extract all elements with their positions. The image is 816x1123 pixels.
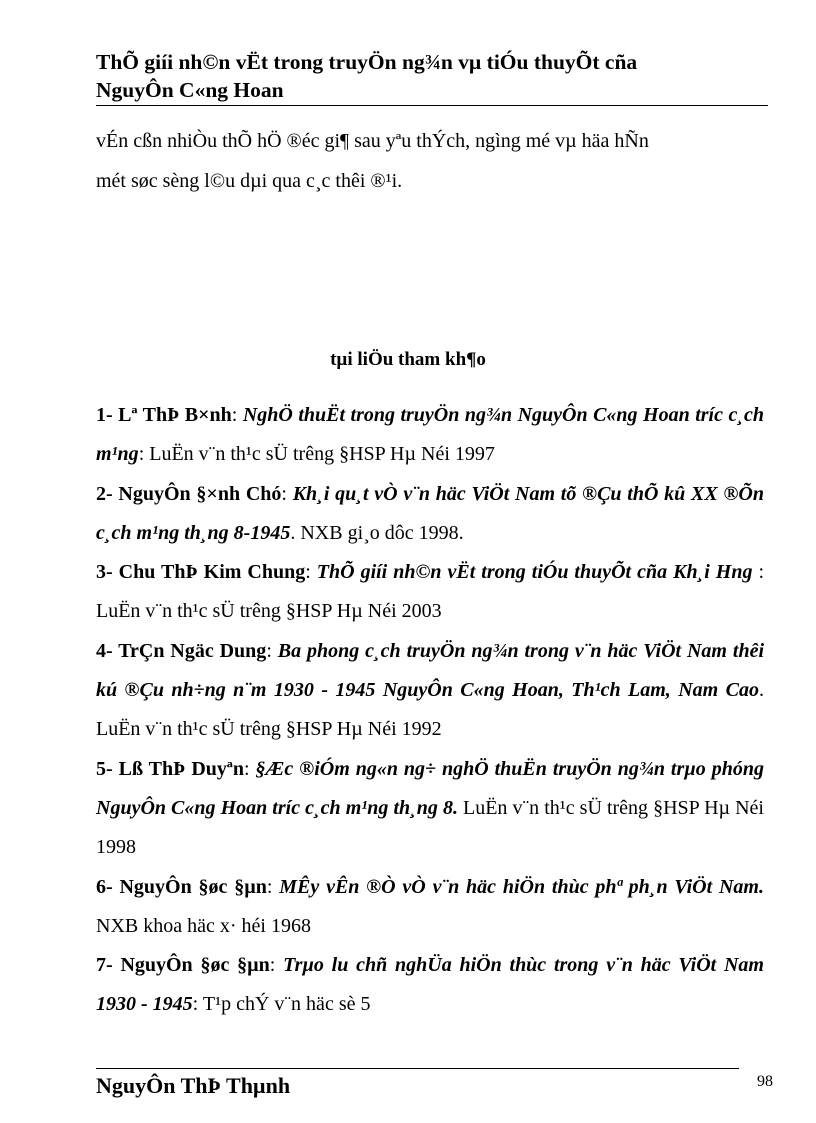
references-heading: tµi liÖu tham kh¶o: [330, 349, 486, 370]
reference-item-7: [96, 946, 764, 1025]
reference-title: NghÖ thuËt trong truyÖn ng¾n NguyÔn C«ng Hoan tríc c¸ch m¹ng: [96, 404, 764, 466]
reference-title: Ba phong c¸ch truyÖn ng¾n trong v¨n häc ViÖt Nam thêi kú ®Çu nh÷ng n¨m 1930 - 1945 NguyÔn C«ng Hoan, Th¹ch Lam, Nam Cao: [96, 639, 764, 702]
reference-item-1: [96, 396, 764, 475]
header-divider: [96, 105, 768, 106]
reference-item-4: [96, 632, 764, 750]
page-header: [96, 48, 766, 104]
reference-separator: :: [231, 404, 243, 426]
reference-number: 6-: [96, 875, 120, 898]
header-title-line-1: ThÕ giíi nh©n vËt trong truyÖn ng¾n vµ tiÓu thuyÕt cña: [96, 50, 638, 74]
reference-title: MÊy vÊn ®Ò vÒ v¨n häc hiÖn thùc phª ph¸n ViÖt Nam.: [279, 875, 764, 898]
reference-details: : T¹p chÝ v¨n häc sè 5: [192, 993, 371, 1016]
footer-author: NguyÔn ThÞ Thµnh: [96, 1073, 291, 1098]
reference-separator: :: [305, 561, 317, 584]
reference-author: Chu ThÞ Kim Chung: [118, 561, 306, 584]
reference-details: : LuËn v¨n th¹c sÜ trêng §HSP Hµ Néi 2003: [96, 561, 765, 623]
reference-number: 4-: [96, 639, 119, 662]
reference-title: Kh¸i qu¸t vÒ v¨n häc ViÖt Nam tõ ®Çu thÕ kû XX ®Õn c¸ch m¹ng th¸ng 8-1945: [96, 482, 764, 544]
reference-separator: :: [269, 954, 284, 977]
reference-separator: :: [244, 757, 256, 780]
body-paragraph: [96, 122, 764, 201]
reference-author: NguyÔn §øc §µn: [119, 875, 267, 898]
reference-number: 3-: [96, 561, 119, 584]
reference-number: 5-: [96, 757, 119, 780]
reference-title: §Æc ®iÓm ng«n ng÷ nghÖ thuËn truyÖn ng¾n trµo phóng NguyÔn C«ng Hoan tríc c¸ch m¹ng th¸ng 8.: [96, 757, 764, 819]
reference-number: 2-: [96, 482, 119, 505]
reference-title: Trµo lu chñ nghÜa hiÖn thùc trong v¨n häc ViÖt Nam 1930 - 1945: [96, 954, 764, 1016]
reference-details: : LuËn v¨n th¹c sÜ trêng §HSP Hµ Néi 1997: [138, 443, 495, 466]
reference-number: 1-: [96, 404, 119, 426]
reference-author: NguyÔn §øc §µn: [120, 954, 270, 977]
reference-details: . LuËn v¨n th¹c sÜ trêng §HSP Hµ Néi 1992: [96, 679, 764, 741]
reference-details: LuËn v¨n th¹c sÜ trêng §HSP Hµ Néi 1998: [96, 796, 764, 859]
reference-item-3: [96, 553, 764, 632]
reference-item-6: [96, 868, 764, 947]
reference-title: ThÕ giíi nh©n vËt trong tiÓu thuyÕt cña Kh¸i Hng: [316, 561, 753, 584]
reference-author: Lª ThÞ B×nh: [118, 404, 232, 426]
reference-number: 7-: [96, 954, 121, 977]
reference-details: . NXB gi¸o dôc 1998.: [290, 521, 464, 544]
body-line-2: mét søc sèng l©u dµi qua c¸c thêi ®¹i.: [96, 169, 403, 192]
reference-author: TrÇn Ngäc Dung: [118, 639, 267, 662]
reference-author: Lß ThÞ Duyªn: [118, 757, 245, 780]
body-line-1: vÉn cßn nhiÒu thÕ hÖ ®éc gi¶ sau yªu thÝch, ngìng mé vµ häa hÑn: [96, 130, 649, 152]
reference-separator: :: [266, 639, 278, 662]
reference-author: NguyÔn §×nh Chó: [118, 482, 282, 505]
reference-separator: :: [281, 482, 293, 505]
reference-item-2: [96, 475, 764, 554]
reference-item-5: [96, 750, 764, 868]
footer-divider: [96, 1068, 739, 1069]
header-title-line-2: NguyÔn C«ng Hoan: [96, 78, 284, 102]
references-list: [96, 396, 764, 1025]
reference-separator: :: [266, 875, 280, 898]
reference-details: NXB khoa häc x· héi 1968: [96, 914, 311, 937]
page-number: 98: [757, 1073, 773, 1090]
